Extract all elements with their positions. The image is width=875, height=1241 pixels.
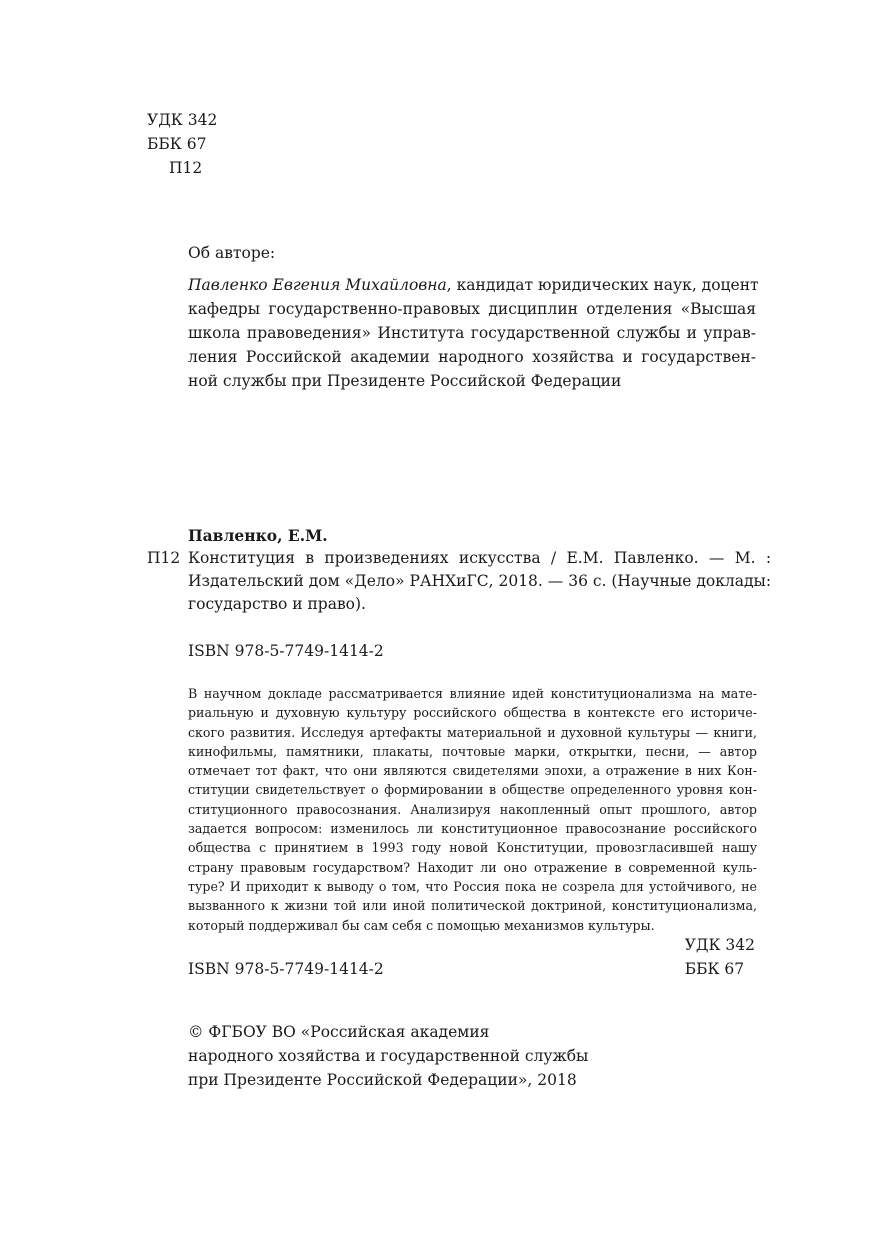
about-line: ления Российской академии народного хозяйства и государствен- xyxy=(188,348,756,366)
footer-bbk-code: ББК 67 xyxy=(684,960,745,978)
copyright-notice xyxy=(188,1020,588,1092)
bib-line: Конституция в произведениях искусства / Е.М. Павленко. — М. : xyxy=(188,549,772,567)
isbn: ISBN 978-5-7749-1414-2 xyxy=(188,642,384,660)
footer-udk-code: УДК 342 xyxy=(684,936,755,954)
abstract-line: туре? И приходит к выводу о том, что Россия пока не созрела для устойчивого, не xyxy=(188,878,757,894)
bib-index: П12 xyxy=(147,549,181,567)
about-line: Павленко Евгения Михайловна, кандидат юридических наук, доцент xyxy=(188,276,759,294)
bibliographic-record xyxy=(147,524,772,616)
copyright-line: народного хозяйства и государственной службы xyxy=(188,1047,589,1065)
copyright-line: при Президенте Российской Федерации», 2018 xyxy=(188,1071,577,1089)
about-author-section xyxy=(188,241,759,393)
abstract-line: ституционного правосознания. Анализируя накопленный опыт прошлого, автор xyxy=(188,801,757,817)
abstract-line: риальную и духовную культуру российского общества в контексте его историче- xyxy=(188,705,757,721)
abstract-line: отмечает тот факт, что они являются свидетелями эпохи, а отражение в них Кон- xyxy=(188,763,757,779)
bib-line: Издательский дом «Дело» РАНХиГС, 2018. — 36 с. (Научные доклады: xyxy=(188,572,772,590)
abstract xyxy=(188,684,757,935)
abstract-line: вызванного к жизни той или иной политической доктриной, конституционализма, xyxy=(188,898,757,914)
udk-code: УДК 342 xyxy=(147,111,218,129)
abstract-line: кинофильмы, памятники, плакаты, почтовые марки, открытки, песни, — автор xyxy=(188,743,757,759)
bib-author: Павленко, Е.М. xyxy=(188,526,328,545)
about-line: школа правоведения» Института государственной службы и управ- xyxy=(188,324,756,342)
copyright-line: © ФГБОУ ВО «Российская академия xyxy=(188,1023,490,1041)
author-sign: П12 xyxy=(169,159,203,177)
abstract-line: который поддерживал бы сам себя с помощью механизмов культуры. xyxy=(188,917,655,933)
abstract-line: В научном докладе рассматривается влияние идей конституционализма на мате- xyxy=(188,686,757,701)
about-body xyxy=(188,273,759,393)
bbk-code: ББК 67 xyxy=(147,135,207,153)
classification-codes xyxy=(147,108,217,180)
author-full-name: Павленко Евгения Михайловна xyxy=(188,276,447,294)
abstract-line: страну правовым государством? Находит ли оно отражение в современной куль- xyxy=(188,859,757,875)
about-line: кафедры государственно-правовых дисциплин отделения «Высшая xyxy=(188,300,756,318)
about-heading: Об авторе: xyxy=(188,244,276,262)
abstract-line: ского развития. Исследуя артефакты материальной и духовной культуры — книги, xyxy=(188,724,757,740)
abstract-line: общества с принятием в 1993 году новой Конституции, провозгласившей нашу xyxy=(188,840,757,856)
bib-description xyxy=(188,547,771,616)
abstract-line: задается вопросом: изменилось ли конституционное правосознание российского xyxy=(188,821,757,837)
abstract-line: ституции свидетельствует о формировании в обществе определенного уровня кон- xyxy=(188,782,757,798)
footer-classification-codes xyxy=(685,933,755,981)
about-line: ной службы при Президенте Российской Федерации xyxy=(188,372,622,390)
footer-isbn: ISBN 978-5-7749-1414-2 xyxy=(188,960,384,978)
bib-line: государство и право). xyxy=(188,595,366,613)
